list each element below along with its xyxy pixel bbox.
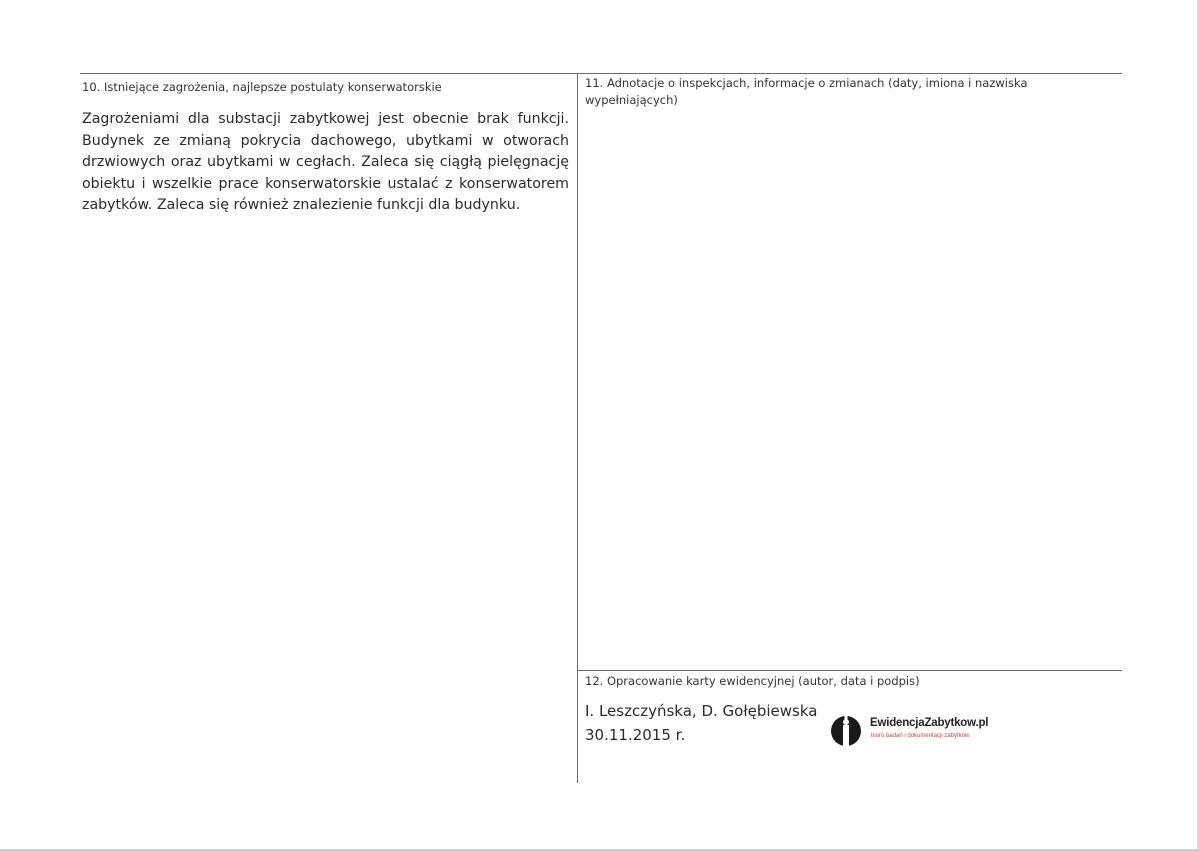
logo-mark-icon — [830, 712, 862, 750]
ewidencja-zabytkow-logo — [830, 712, 1000, 752]
author-date: 30.11.2015 r. — [585, 726, 686, 744]
section-12-heading: 12. Opracowanie karty ewidencyjnej (autor, data i podpis) — [585, 674, 920, 688]
section-11-heading: 11. Adnotacje o inspekcjach, informacje o zmianach (daty, imiona i nazwiska wypełniających) — [585, 76, 1028, 107]
section-12-rule — [578, 670, 1122, 671]
logo-name: EwidencjaZabytkow.pl — [870, 717, 989, 729]
logo-tagline: biuro badań i dokumentacji zabytków — [871, 733, 970, 739]
column-divider — [577, 73, 578, 783]
top-rule — [80, 73, 1122, 74]
author-names: I. Leszczyńska, D. Gołębiewska — [585, 702, 818, 720]
section-10-heading: 10. Istniejące zagrożenia, najlepsze postulaty konserwatorskie — [82, 80, 442, 94]
section-10-body: Zagrożeniami dla substacji zabytkowej jest obecnie brak funkcji. Budynek ze zmianą pokrycia dachowego, ubytkami w otworach drzwiowych oraz ubytkami w cegłach. Zaleca się ciągłą pielęgnację obiektu i wszelkie prace konserwatorskie ustalać z konserwatorem zabytków. Zaleca się również znalezienie funkcji dla budynku. — [82, 111, 569, 213]
